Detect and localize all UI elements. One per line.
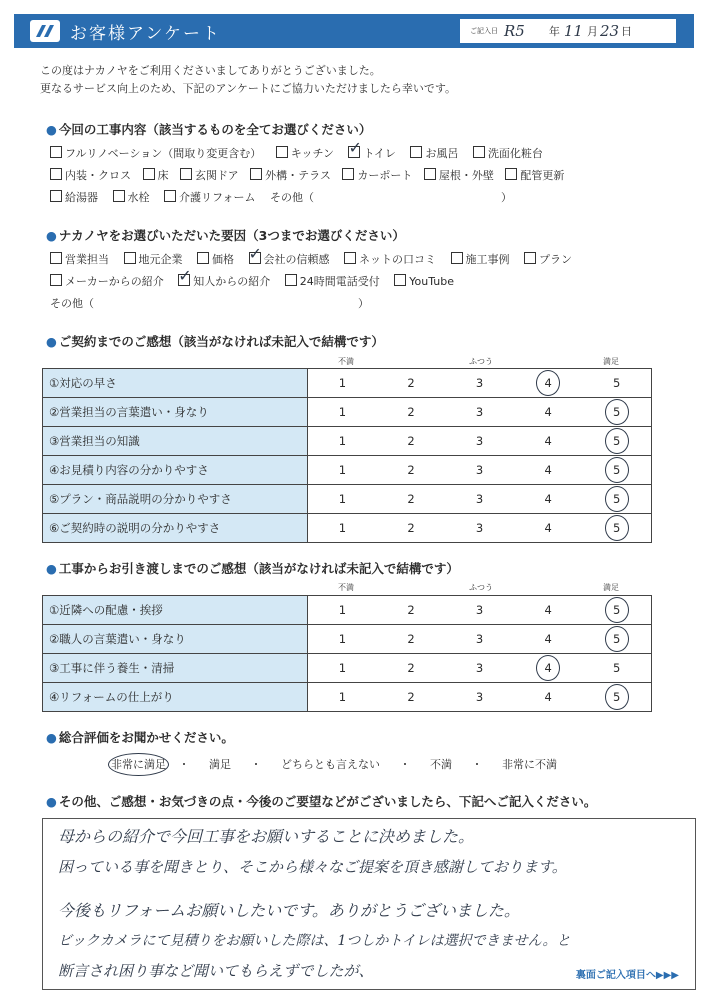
- rating-number: 4: [544, 521, 552, 535]
- rating-number: 1: [338, 463, 347, 477]
- rating-number: 4: [544, 405, 552, 419]
- company-logo-icon: [30, 20, 60, 42]
- date-year-unit: 年: [548, 25, 560, 38]
- rating-number: 2: [407, 405, 415, 419]
- rating-number: 1: [338, 632, 347, 646]
- q2-option[interactable]: ✓ 会社の信頼感: [249, 251, 330, 267]
- overall-option-selected[interactable]: 非常に満足: [108, 753, 169, 776]
- rating-number: 3: [475, 690, 484, 704]
- separator: ・: [399, 758, 411, 771]
- rating-question: ②職人の言葉遣い・身なり: [43, 625, 308, 654]
- separator: ・: [250, 758, 262, 771]
- rating-number: 4: [544, 463, 552, 477]
- date-field[interactable]: [460, 19, 676, 43]
- rating-option[interactable]: [445, 625, 514, 654]
- rating-option[interactable]: [582, 596, 651, 625]
- checkbox[interactable]: [164, 190, 176, 202]
- rating-number: 2: [407, 603, 415, 617]
- rating-number: 2: [407, 434, 415, 448]
- q2-row-1: [50, 251, 572, 267]
- q2-option[interactable]: プラン: [524, 251, 572, 267]
- scale-low: 不満: [338, 583, 354, 592]
- q2-option[interactable]: 24時間電話受付: [285, 273, 380, 289]
- q1-option[interactable]: フルリノベーション（間取り変更含む）: [50, 145, 261, 161]
- checkbox-checked[interactable]: [178, 274, 190, 286]
- rating-option[interactable]: [582, 654, 651, 683]
- rating-number-selected: 5: [605, 486, 629, 512]
- rating-option[interactable]: [445, 369, 514, 398]
- rating-number: 4: [544, 690, 552, 704]
- rating-number: 2: [407, 521, 415, 535]
- checkbox[interactable]: [113, 190, 125, 202]
- scale-high: 満足: [603, 357, 619, 366]
- date-day: 23: [599, 22, 620, 40]
- q1-option[interactable]: 洗面化粧台: [473, 145, 543, 161]
- overall-option[interactable]: 不満: [430, 758, 452, 771]
- rating-option[interactable]: [514, 398, 583, 427]
- q2-option[interactable]: YouTube: [394, 274, 454, 288]
- rating-row: [43, 485, 652, 514]
- rating-option[interactable]: [582, 485, 651, 514]
- rating-number: 2: [407, 492, 415, 506]
- rating-option[interactable]: [377, 456, 446, 485]
- rating-option[interactable]: [377, 654, 446, 683]
- rating-number: 1: [338, 376, 347, 390]
- rating-number: 2: [407, 463, 415, 477]
- rating-row: [43, 596, 652, 625]
- rating-number: 5: [613, 661, 621, 675]
- q1-title: ● 今回の工事内容（該当するものを全てお選びください）: [46, 120, 371, 138]
- scale-low: 不満: [338, 357, 354, 366]
- rating-number-selected: 5: [605, 684, 629, 710]
- rating-question: ②営業担当の言葉遣い・身なり: [43, 398, 308, 427]
- overall-options: [108, 756, 573, 772]
- checkbox[interactable]: [410, 146, 422, 158]
- rating-option[interactable]: [514, 683, 583, 712]
- rating-option[interactable]: [308, 369, 377, 398]
- rating-number-selected: 5: [605, 428, 629, 454]
- comment-line: 困っている事を聞きとり、そこから様々なご提案を頂き感謝しております。: [58, 858, 567, 876]
- rating-row: [43, 427, 652, 456]
- rating-question: ③工事に伴う養生・清掃: [43, 654, 308, 683]
- rating-option[interactable]: [377, 683, 446, 712]
- checkbox[interactable]: [250, 168, 262, 180]
- rating-option[interactable]: [445, 654, 514, 683]
- q2-option[interactable]: 地元企業: [124, 251, 183, 267]
- rating-option[interactable]: [377, 369, 446, 398]
- checkbox[interactable]: [50, 146, 62, 158]
- rating-option[interactable]: [514, 514, 583, 543]
- rating-option[interactable]: [308, 625, 377, 654]
- rating-option[interactable]: [445, 596, 514, 625]
- rating-option[interactable]: [377, 596, 446, 625]
- rating-number: 1: [338, 521, 347, 535]
- scale-high: 満足: [603, 583, 619, 592]
- checkbox-checked[interactable]: [249, 252, 261, 264]
- rating-row: [43, 398, 652, 427]
- checkbox[interactable]: [50, 190, 62, 202]
- date-day-unit: 日: [621, 25, 633, 38]
- rating-row: [43, 369, 652, 398]
- q1-option[interactable]: 給湯器: [50, 189, 98, 205]
- q1-option[interactable]: 水栓: [113, 189, 150, 205]
- comment-line: 母からの紹介で今回工事をお願いすることに決めました。: [58, 827, 475, 846]
- overall-option[interactable]: 非常に不満: [502, 758, 557, 771]
- rating-number: 3: [475, 434, 484, 448]
- date-era: R5: [504, 22, 525, 40]
- rating-option[interactable]: [514, 427, 583, 456]
- page-title: お客様アンケート: [70, 23, 221, 44]
- rating-option[interactable]: [514, 596, 583, 625]
- intro-text: [40, 62, 456, 98]
- checkbox[interactable]: [50, 274, 62, 286]
- back-side-note: 裏面ご記入項目へ▶▶▶: [575, 970, 679, 981]
- comment-line: 断言され困り事など聞いてもらえずでしたが、: [58, 962, 374, 980]
- q1-option[interactable]: 玄関ドア: [180, 167, 239, 183]
- checkbox[interactable]: [473, 146, 485, 158]
- rating-option[interactable]: [445, 485, 514, 514]
- rating-number: 1: [338, 492, 347, 506]
- intro-line: この度はナカノヤをご利用くださいましてありがとうございました。: [40, 64, 381, 77]
- checkbox[interactable]: [451, 252, 463, 264]
- q6-title: ● その他、ご感想・お気づきの点・今後のご要望などがございましたら、下記へご記入ください。: [46, 792, 596, 810]
- comment-line: ビックカメラにて見積りをお願いした際は、1つしかトイレは選択できません。と: [58, 933, 571, 949]
- rating-row: [43, 456, 652, 485]
- rating-option[interactable]: [308, 398, 377, 427]
- q1-other[interactable]: その他（ ）: [269, 191, 512, 204]
- rating-option[interactable]: [582, 514, 651, 543]
- rating-option[interactable]: [514, 369, 583, 398]
- q1-option[interactable]: 配管更新: [505, 167, 564, 183]
- rating-number: 4: [544, 492, 552, 506]
- rating-option[interactable]: [377, 427, 446, 456]
- rating-number-selected: 5: [605, 597, 629, 623]
- rating-number: 5: [613, 376, 621, 390]
- rating-option[interactable]: [514, 456, 583, 485]
- rating-row: [43, 654, 652, 683]
- q1-option[interactable]: 内装・クロス: [50, 167, 131, 183]
- q1-option[interactable]: 床: [143, 167, 169, 183]
- rating-option[interactable]: [582, 369, 651, 398]
- rating-number: 3: [475, 405, 484, 419]
- scale-mid: ふつう: [469, 583, 493, 592]
- rating-question: ①対応の早さ: [43, 369, 308, 398]
- rating-option[interactable]: [377, 514, 446, 543]
- q2-other[interactable]: その他（ ）: [50, 297, 369, 310]
- checkbox-checked[interactable]: [348, 146, 360, 158]
- rating-option[interactable]: [445, 398, 514, 427]
- rating-number: 3: [475, 661, 484, 675]
- checkbox[interactable]: [285, 274, 297, 286]
- date-month-unit: 月: [586, 25, 598, 38]
- rating-number-selected: 5: [605, 515, 629, 541]
- rating-number: 3: [475, 376, 484, 390]
- rating-number: 3: [475, 463, 484, 477]
- q2-option[interactable]: ネットの口コミ: [344, 251, 436, 267]
- rating-number: 3: [475, 632, 484, 646]
- rating-number-selected: 4: [536, 655, 560, 681]
- rating-number: 4: [544, 603, 552, 617]
- q3-rating-table: [42, 368, 652, 543]
- rating-number: 2: [407, 632, 415, 646]
- checkbox[interactable]: [524, 252, 536, 264]
- rating-number: 4: [544, 434, 552, 448]
- q1-row-3: [50, 189, 523, 205]
- q1-row-2: [50, 167, 564, 183]
- q2-option[interactable]: 営業担当: [50, 251, 109, 267]
- rating-number: 1: [338, 434, 347, 448]
- q1-option[interactable]: 外構・テラス: [250, 167, 331, 183]
- overall-option[interactable]: 満足: [209, 758, 231, 771]
- rating-option[interactable]: [582, 625, 651, 654]
- rating-number: 3: [475, 492, 484, 506]
- rating-question: ⑤プラン・商品説明の分かりやすさ: [43, 485, 308, 514]
- rating-number: 4: [544, 632, 552, 646]
- comment-line: 今後もリフォームお願いしたいです。ありがとうございました。: [58, 901, 520, 920]
- q1-option[interactable]: 介護リフォーム: [164, 189, 255, 205]
- checkbox[interactable]: [197, 252, 209, 264]
- intro-line: 更なるサービス向上のため、下記のアンケートにご協力いただけましたら幸いです。: [40, 82, 457, 95]
- rating-number: 2: [407, 661, 415, 675]
- q1-option[interactable]: キッチン: [276, 145, 334, 161]
- checkbox[interactable]: [344, 252, 356, 264]
- rating-option[interactable]: [582, 683, 651, 712]
- rating-number: 3: [475, 603, 484, 617]
- rating-question: ⑥ご契約時の説明の分かりやすさ: [43, 514, 308, 543]
- rating-option[interactable]: [308, 596, 377, 625]
- checkbox[interactable]: [342, 168, 354, 180]
- q2-option[interactable]: ✓ 知人からの紹介: [178, 273, 270, 289]
- rating-option[interactable]: [445, 683, 514, 712]
- checkbox[interactable]: [50, 168, 62, 180]
- q1-option[interactable]: お風呂: [410, 145, 458, 161]
- separator: ・: [178, 758, 190, 771]
- rating-number: 2: [407, 690, 415, 704]
- rating-option[interactable]: [308, 654, 377, 683]
- rating-option[interactable]: [377, 485, 446, 514]
- rating-question: ③営業担当の知識: [43, 427, 308, 456]
- q1-row-1: [50, 145, 554, 161]
- rating-option[interactable]: [514, 625, 583, 654]
- q2-option[interactable]: メーカーからの紹介: [50, 273, 164, 289]
- q4-rating-table: [42, 595, 652, 712]
- rating-option[interactable]: [308, 485, 377, 514]
- rating-number: 1: [338, 661, 347, 675]
- rating-option[interactable]: [308, 427, 377, 456]
- rating-question: ④リフォームの仕上がり: [43, 683, 308, 712]
- q2-option[interactable]: 価格: [197, 251, 234, 267]
- q2-row-2: [50, 273, 465, 289]
- q3-title: ● ご契約までのご感想（該当がなければ未記入で結構です）: [46, 332, 384, 350]
- rating-question: ①近隣への配慮・挨拶: [43, 596, 308, 625]
- separator: ・: [471, 758, 483, 771]
- checkbox[interactable]: [50, 252, 62, 264]
- rating-number: 3: [475, 521, 484, 535]
- rating-number: 1: [338, 405, 347, 419]
- checkbox[interactable]: [424, 168, 436, 180]
- overall-option[interactable]: どちらとも言えない: [281, 758, 380, 771]
- scale-mid: ふつう: [469, 357, 493, 366]
- rating-option[interactable]: [377, 625, 446, 654]
- q1-option[interactable]: 屋根・外壁: [424, 167, 494, 183]
- rating-option[interactable]: [514, 654, 583, 683]
- q4-title: ● 工事からお引き渡しまでのご感想（該当がなければ未記入で結構です）: [46, 559, 459, 577]
- rating-option[interactable]: [377, 398, 446, 427]
- rating-option[interactable]: [308, 683, 377, 712]
- q1-option[interactable]: カーポート: [342, 167, 412, 183]
- checkbox[interactable]: [505, 168, 517, 180]
- rating-option[interactable]: [308, 456, 377, 485]
- date-month: 11: [563, 22, 583, 40]
- checkbox[interactable]: [394, 274, 406, 286]
- rating-number: 1: [338, 603, 347, 617]
- rating-row: [43, 625, 652, 654]
- rating-number-selected: 5: [605, 399, 629, 425]
- checkbox[interactable]: [143, 168, 155, 180]
- rating-number-selected: 4: [536, 370, 560, 396]
- checkbox[interactable]: [276, 146, 288, 158]
- rating-number-selected: 5: [605, 457, 629, 483]
- rating-number: 2: [407, 376, 415, 390]
- rating-question: ④お見積り内容の分かりやすさ: [43, 456, 308, 485]
- q2-option[interactable]: 施工事例: [451, 251, 510, 267]
- rating-option[interactable]: [445, 456, 514, 485]
- checkbox[interactable]: [180, 168, 192, 180]
- rating-option[interactable]: [514, 485, 583, 514]
- rating-option[interactable]: [582, 427, 651, 456]
- q2-title: ● ナカノヤをお選びいただいた要因（3つまでお選びください）: [46, 226, 405, 244]
- date-label: ご記入日: [470, 27, 498, 35]
- checkbox[interactable]: [124, 252, 136, 264]
- rating-row: [43, 683, 652, 712]
- rating-option[interactable]: [445, 427, 514, 456]
- rating-option[interactable]: [445, 514, 514, 543]
- rating-number-selected: 5: [605, 626, 629, 652]
- rating-option[interactable]: [582, 456, 651, 485]
- q1-option[interactable]: ✓ トイレ: [348, 145, 395, 161]
- rating-option[interactable]: [308, 514, 377, 543]
- rating-row: [43, 514, 652, 543]
- q5-title: ● 総合評価をお聞かせください。: [46, 728, 234, 746]
- header-bar: [14, 14, 694, 48]
- rating-option[interactable]: [582, 398, 651, 427]
- rating-number: 1: [338, 690, 347, 704]
